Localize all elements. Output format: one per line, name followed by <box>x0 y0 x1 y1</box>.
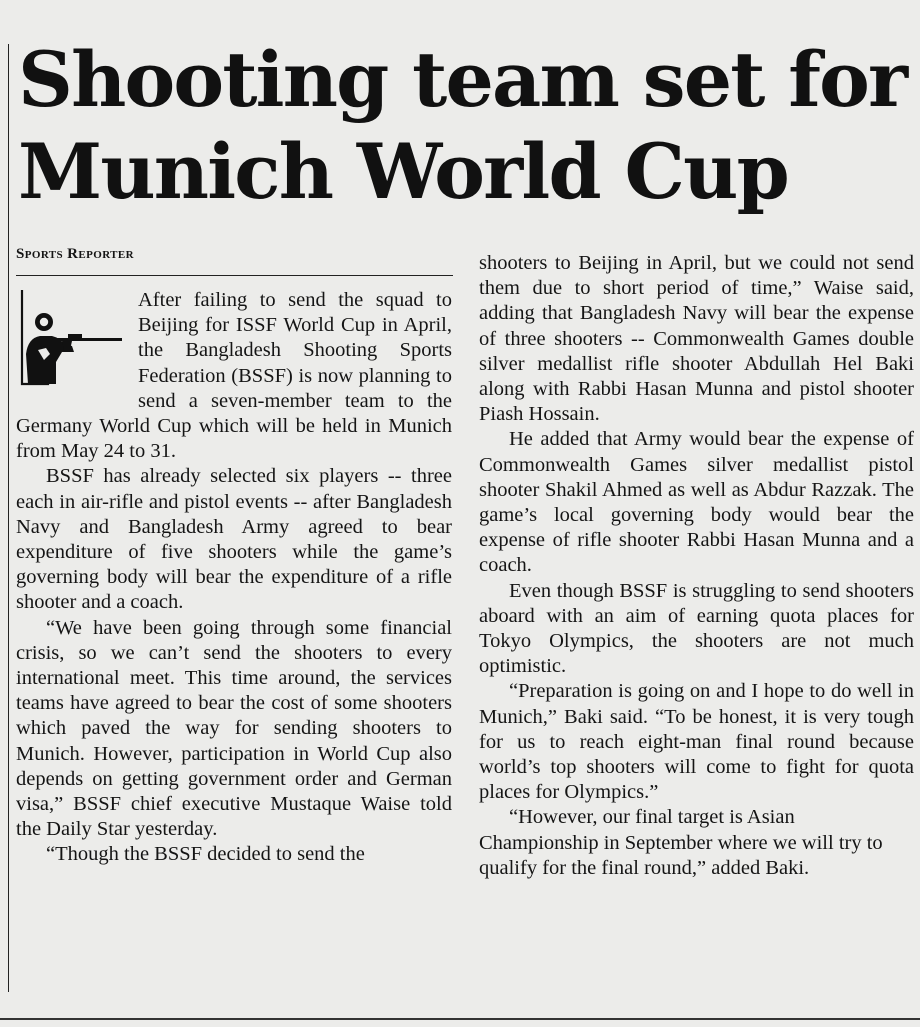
paragraph-intro: After failing to send the squad to Beijing for ISSF World Cup in April, the Bangladesh Shooting Sports Federation (BSSF) is now planning to send a seven-member team to the Germany World Cup which will be held in Munich from May 24 to 31. <box>16 289 452 463</box>
paragraph-quote: “We have been going through some financial crisis, so we can’t send the shooters to every international meet. This time around, the services teams have agreed to bear the cost of some shooters which paved the way for sending shooters to Munich. However, participation in World Cup also depends on getting government order and German visa,” BSSF chief executive Mustaque Waise told the Daily Star yesterday. <box>16 616 452 841</box>
paragraph-quote-continued: shooters to Beijing in April, but we could not send them due to short period of time,” Waise said, adding that Bangladesh Navy will bear the expense of three shooters -- Commonwealth Games double silver medallist rifle shooter Abdullah Hel Baki along with Rabbi Hasan Munna and pistol shooter Piash Hossain. <box>479 252 914 426</box>
paragraph: He added that Army would bear the expense of Commonwealth Games silver medallist pistol shooter Shakil Ahmed as well as Abdur Razzak. The game’s local governing body would bear the expense of rifle shooter Rabbi Hasan Munna and a coach. <box>479 428 914 577</box>
column-rule-left <box>8 44 9 992</box>
paragraph: Even though BSSF is struggling to send shooters aboard with an aim of earning quota places for Tokyo Olympics, the shooters are not much optimistic. <box>479 579 914 678</box>
headline: Shooting team set for Munich World Cup <box>18 35 907 216</box>
paragraph-quote-start: “Though the BSSF decided to send the <box>46 843 365 866</box>
paragraph: BSSF has already selected six players -- three each in air-rifle and pistol events -- after Bangladesh Navy and Bangladesh Army agreed to bear expenditure of five shooters while the game’s governing body will bear the expenditure of a rifle shooter and a coach. <box>16 465 452 614</box>
bottom-border <box>0 1018 920 1020</box>
paragraph-quote: “Preparation is going on and I hope to do well in Munich,” Baki said. “To be honest, it is very tough for us to reach eight-man final round because world’s top shooters will come to fight for quota places for Olympics.” <box>479 680 914 804</box>
article-column-right <box>479 251 914 881</box>
article-column-left <box>16 288 452 868</box>
byline-divider <box>16 275 453 276</box>
byline: Sports Reporter <box>16 246 134 262</box>
paragraph-quote: “However, our final target is Asian Championship in September where we will try to qualify for the final round,” added Baki. <box>479 806 883 879</box>
rifle-shooter-icon <box>16 288 124 392</box>
